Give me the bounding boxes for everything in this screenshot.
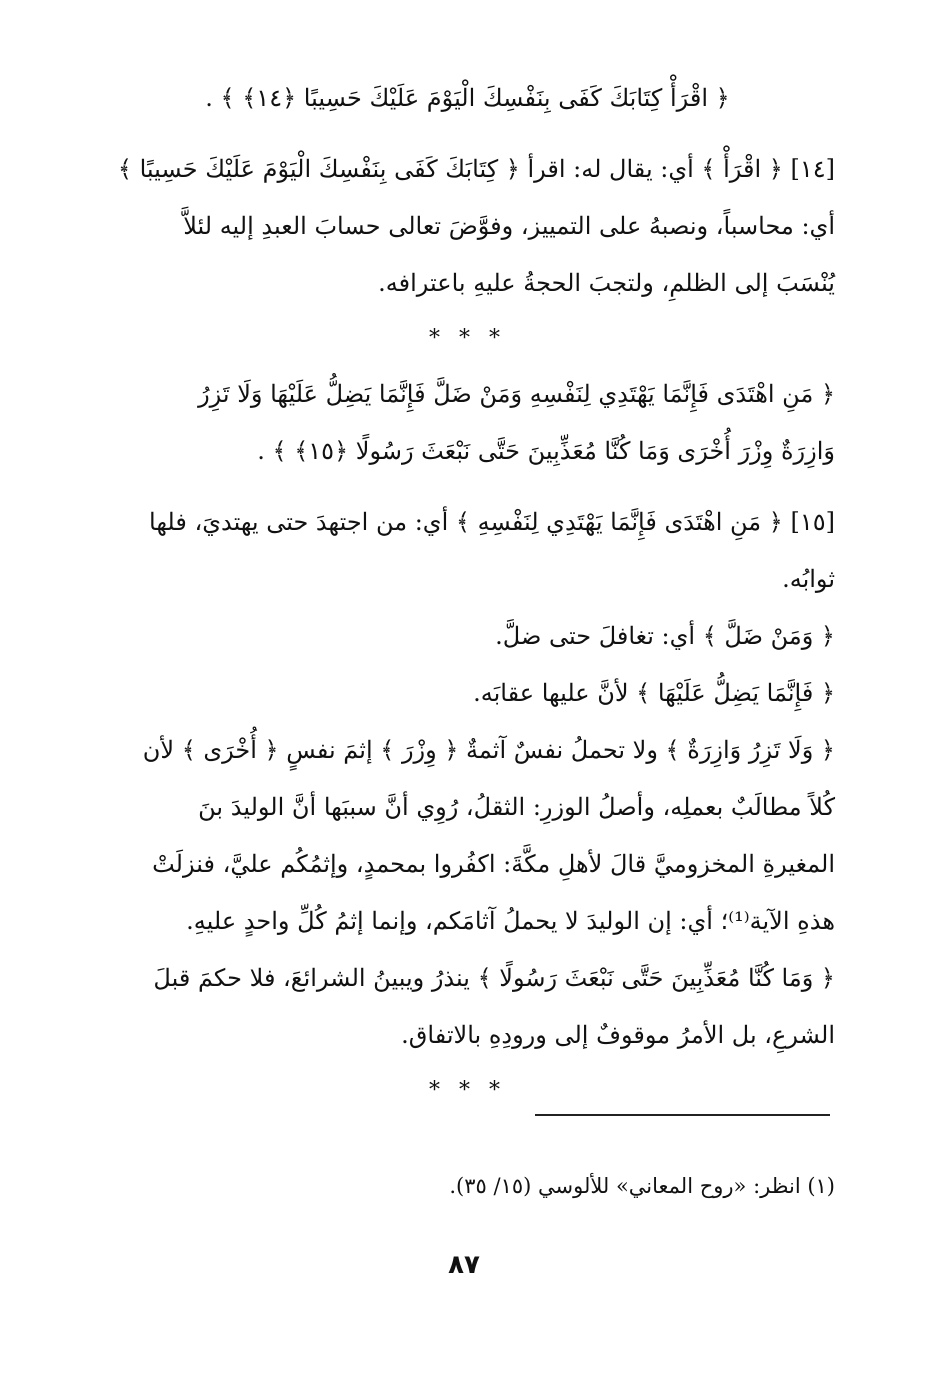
page-number: ٨٧ (448, 1250, 480, 1280)
verse-14: ﴿ اقْرَأْ كِتَابَكَ كَفَى بِنَفْسِكَ الْيَوْمَ عَلَيْكَ حَسِيبًا ﴿١٤﴾ ﴾ . (205, 84, 730, 112)
commentary-14-line: أي: محاسباً، ونصبهُ على التمييز، وفوَّضَ تعالى حسابَ العبدِ إليه لئلاَّ (183, 212, 835, 240)
commentary-15-line: هذهِ الآية⁽¹⁾؛ أي: إن الوليدَ لا يحملُ آثامَكم، وإنما إثمُ كُلِّ واحدٍ عليهِ. (186, 907, 835, 935)
commentary-15-line: ﴿ وَمَا كُنَّا مُعَذِّبِينَ حَتَّى نَبْعَثَ رَسُولًا ﴾ ينذرُ ويبينُ الشرائعَ، فلا حكمَ قبلَ (153, 964, 835, 992)
verse-15-line: ﴿ مَنِ اهْتَدَى فَإِنَّمَا يَهْتَدِي لِنَفْسِهِ وَمَنْ ضَلَّ فَإِنَّمَا يَضِلُّ عَلَيْهَا وَلَا تَزِرُ (198, 380, 835, 408)
commentary-14 (100, 141, 835, 312)
commentary-15 (100, 494, 835, 1064)
spacer (100, 480, 835, 494)
footnote-divider (535, 1114, 830, 1116)
verse-15 (100, 366, 835, 480)
spacer (100, 127, 835, 141)
commentary-15-line: ﴿ وَمَنْ ضَلَّ ﴾ أي: تغافلَ حتى ضلَّ. (495, 622, 835, 650)
commentary-14-line: [١٤] ﴿ اقْرَأْ ﴾ أي: يقال له: اقرأ ﴿ كِتَابَكَ كَفَى بِنَفْسِكَ الْيَوْمَ عَلَيْكَ حَسِيبًا ﴾ (117, 155, 835, 183)
verse-15-line: وَازِرَةٌ وِزْرَ أُخْرَى وَمَا كُنَّا مُعَذِّبِينَ حَتَّى نَبْعَثَ رَسُولًا ﴿١٥﴾ ﴾ . (257, 437, 835, 465)
commentary-15-line: ثوابُه. (782, 565, 835, 593)
commentary-15-line: المغيرةِ المخزوميَّ قالَ لأهلِ مكَّةَ: اكفُروا بمحمدٍ، وإثمُكُم عليَّ، فنزلَتْ (152, 850, 835, 878)
commentary-15-line: ﴿ فَإِنَّمَا يَضِلُّ عَلَيْهَا ﴾ لأنَّ عليها عقابَه. (473, 679, 835, 707)
page-body (100, 70, 835, 1118)
commentary-15-line: الشرعِ، بل الأمرُ موقوفٌ إلى ورودِهِ بالاتفاق. (401, 1021, 835, 1049)
section-separator: * * * (429, 1078, 506, 1103)
footnote: (١) انظر: «روح المعاني» للألوسي (١٥/ ٣٥). (449, 1174, 835, 1198)
commentary-15-line: [١٥] ﴿ مَنِ اهْتَدَى فَإِنَّمَا يَهْتَدِي لِنَفْسِهِ ﴾ أي: من اجتهدَ حتى يهتديَ، فلها (149, 508, 835, 536)
commentary-14-line: يُنْسَبَ إلى الظلمِ، ولتجبَ الحجةُ عليهِ باعترافه. (378, 269, 835, 297)
commentary-15-line: كُلاً مطالَبٌ بعملِه، وأصلُ الوزرِ: الثقلُ، رُوِي أنَّ سببَها أنَّ الوليدَ بنَ (198, 793, 835, 821)
section-separator: * * * (429, 326, 506, 351)
commentary-15-line: ﴿ وَلَا تَزِرُ وَازِرَةٌ ﴾ ولا تحملُ نفسٌ آثمةٌ ﴿ وِزْرَ ﴾ إثمَ نفسٍ ﴿ أُخْرَى ﴾ لأن (142, 736, 835, 764)
